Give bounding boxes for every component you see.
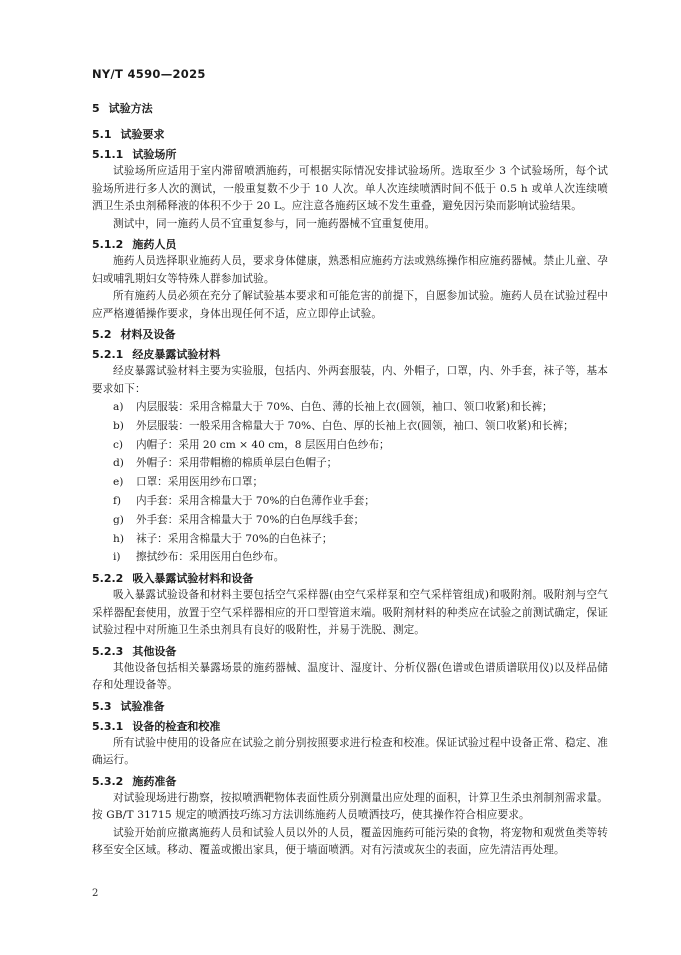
list-marker: c) [113, 438, 124, 451]
list-item-text: 外层服装：一般采用含棉量大于 70%、白色、厚的长袖上衣(圆领，袖口、领口收紧)和长裤； [136, 419, 574, 432]
section-number: 5.1.2 [92, 238, 124, 251]
list-item-text: 内帽子：采用 20 cm × 40 cm，8 层医用白色纱布； [136, 438, 390, 451]
section-5-heading [92, 101, 608, 117]
paragraph: 试验场所应适用于室内滞留喷洒施药，可根据实际情况安排试验场所。选取至少 3 个试验场所，每个试验场所进行多人次的测试，一般重复数不少于 10 人次。单人次连续喷洒时间不低于 0.5 h 或单人次连续喷洒卫生杀虫剂稀释液的体积不少于 20 L。应注意各施药区域不发生重叠，避免因污染而影响试验结果。 [92, 165, 608, 212]
paragraph: 试验开始前应撤离施药人员和试验人员以外的人员，覆盖因施药可能污染的食物，将宠物和观赏鱼类等转移至安全区域。移动、覆盖或搬出家具，便于墙面喷洒。对有污渍或灰尘的表面，应先清洁再处理。 [92, 826, 608, 857]
list-item [92, 530, 608, 549]
section-title: 试验方法 [108, 102, 153, 115]
list-marker: e) [113, 476, 124, 489]
section-5-2-3-heading [92, 644, 608, 660]
paragraph: 其他设备包括相关暴露场景的施药器械、温度计、湿度计、分析仪器(色谱或色谱质谱联用仪)以及样品储存和处理设备等。 [92, 661, 608, 692]
section-number: 5.2.3 [92, 644, 124, 658]
section-number: 5.2.2 [92, 572, 124, 586]
section-number: 5 [92, 102, 100, 115]
section-title: 吸入暴露试验材料和设备 [132, 572, 254, 586]
paragraph: 施药人员选择职业施药人员，要求身体健康，熟悉相应施药方法或熟练操作相应施药器械。禁止儿童、孕妇或哺乳期妇女等特殊人群参加试验。 [92, 255, 608, 285]
list-item-text: 内层服装：采用含棉量大于 70%、白色、薄的长袖上衣(圆领，袖口、领口收紧)和长裤； [136, 401, 553, 413]
list-marker: g) [113, 513, 124, 526]
section-5-2-1-heading [92, 347, 608, 363]
paragraph: 吸入暴露试验设备和材料主要包括空气采样器(由空气采样泵和空气采样管组成)和吸附剂。吸附剂与空气采样器配套使用，放置于空气采样器相应的开口型管道末端。吸附剂材料的种类应在试验之前测试确定，保证试验过程中对所施卫生杀虫剂具有良好的吸附性，并易于洗脱、测定。 [92, 589, 608, 637]
list-marker: f) [113, 494, 122, 507]
list-item-text: 擦拭纱布：采用医用白色纱布。 [136, 551, 285, 564]
section-title: 材料及设备 [120, 328, 176, 341]
section-title: 施药准备 [132, 774, 177, 788]
list-item [92, 511, 608, 530]
section-title: 试验场所 [132, 148, 177, 161]
section-5-3-2-heading [92, 774, 608, 790]
list-item-text: 口罩：采用医用纱布口罩； [136, 476, 264, 489]
section-title: 施药人员 [132, 238, 177, 251]
section-number: 5.3.1 [92, 719, 124, 733]
list-item-text: 外帽子：采用带帽檐的棉质单层白色帽子； [136, 457, 338, 470]
list-marker: i) [113, 551, 121, 564]
section-number: 5.1 [92, 128, 112, 141]
paragraph: 所有施药人员必须在充分了解试验基本要求和可能危害的前提下，自愿参加试验。施药人员在试验过程中应严格遵循操作要求，身体出现任何不适，应立即停止试验。 [92, 290, 608, 320]
paragraph: 经皮暴露试验材料主要为实验服，包括内、外两套服装，内、外帽子，口罩，内、外手套，袜子等，基本要求如下： [92, 365, 608, 395]
section-number: 5.3 [92, 699, 112, 713]
paragraph: 所有试验中使用的设备应在试验之前分别按照要求进行检查和校准。保证试验过程中设备正常、稳定、准确运行。 [92, 736, 608, 767]
document-body [92, 101, 608, 860]
list-item [92, 417, 608, 436]
section-5-3-1-heading [92, 719, 608, 735]
page-number: 2 [92, 888, 99, 899]
section-5-2-heading [92, 327, 608, 343]
list-item-text: 袜子：采用含棉量大于 70%的白色袜子； [136, 532, 333, 545]
list-marker: d) [113, 457, 124, 470]
list-marker: h) [113, 532, 124, 545]
standard-code: NY/T 4590—2025 [92, 67, 206, 81]
paragraph: 测试中，同一施药人员不宜重复参与，同一施药器械不宜重复使用。 [113, 217, 436, 230]
section-title: 试验准备 [120, 699, 165, 713]
section-number: 5.3.2 [92, 774, 124, 788]
section-5-1-1-heading [92, 147, 608, 163]
list-marker: b) [113, 419, 124, 432]
section-5-2-2-heading [92, 571, 608, 587]
section-5-1-2-heading [92, 237, 608, 253]
section-5-3-heading [92, 699, 608, 715]
list-item [92, 548, 608, 567]
paragraph: 对试验现场进行勘察，按拟喷洒靶物体表面性质分别测量出应处理的面积，计算卫生杀虫剂制剂需求量。按 GB/T 31715 规定的喷洒技巧练习方法训练施药人员喷洒技巧，使其操作符合相应要求。 [92, 791, 608, 822]
list-item [92, 473, 608, 492]
list-item [92, 454, 608, 473]
list-item [92, 492, 608, 511]
section-title: 设备的检查和校准 [132, 719, 221, 733]
section-5-1-heading [92, 127, 608, 143]
section-title: 试验要求 [120, 128, 165, 141]
list-marker: a) [113, 401, 124, 413]
list-item [92, 398, 608, 417]
section-title: 其他设备 [132, 644, 177, 658]
list-item-text: 外手套：采用含棉量大于 70%的白色厚线手套； [136, 513, 365, 526]
list-item [92, 436, 608, 455]
section-title: 经皮暴露试验材料 [132, 348, 221, 361]
requirements-list [92, 398, 608, 567]
section-number: 5.1.1 [92, 148, 124, 161]
list-item-text: 内手套：采用含棉量大于 70%的白色薄作业手套； [136, 494, 375, 507]
section-number: 5.2.1 [92, 348, 124, 361]
section-number: 5.2 [92, 328, 112, 341]
